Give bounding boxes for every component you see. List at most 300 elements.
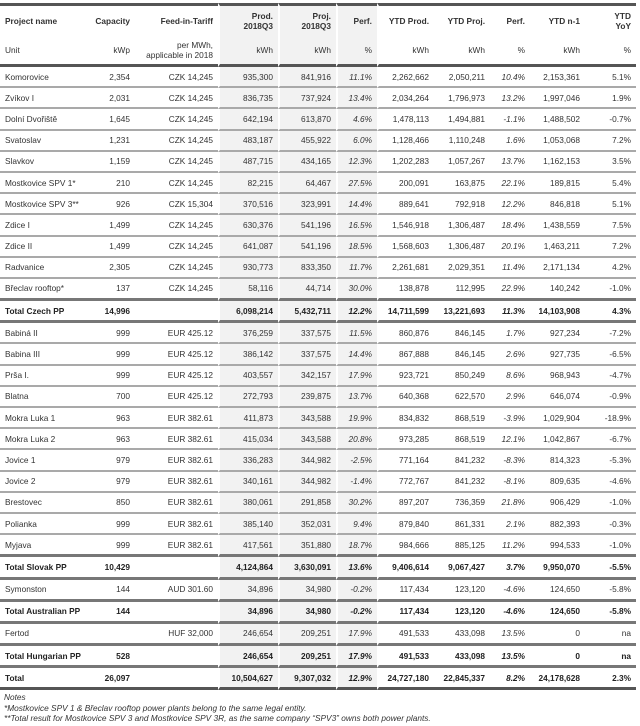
cell-ytd-prev: 2,171,134 [530, 258, 585, 279]
table-row [0, 109, 636, 130]
cell-ytd-prod: 889,641 [377, 194, 434, 215]
cell-perf-ytd: 2.1% [490, 514, 530, 535]
cell-perf-q3: 11.5% [336, 323, 377, 344]
cell-ytd-yoy: 1.9% [585, 88, 636, 109]
cell-project-name: Mokra Luka 2 [0, 429, 88, 450]
header-text: YTD [614, 11, 631, 21]
cell-proj-q3: 291,858 [278, 493, 336, 514]
table-header [0, 3, 636, 67]
cell-prod-q3: 630,376 [218, 215, 278, 236]
cell-perf-ytd: -8.3% [490, 450, 530, 471]
table-row [0, 323, 636, 344]
cell-project-name: Svatoslav [0, 131, 88, 152]
cell-perf-ytd: 2.9% [490, 387, 530, 408]
cell-perf-q3: 9.4% [336, 514, 377, 535]
cell-ytd-yoy: -6.7% [585, 429, 636, 450]
cell-proj-q3: 352,031 [278, 514, 336, 535]
cell-feed-in-tariff: CZK 14,245 [135, 237, 218, 258]
cell-project-name: Jovice 1 [0, 450, 88, 471]
cell-project-name: Mostkovice SPV 3** [0, 194, 88, 215]
cell-ytd-yoy: -5.8% [585, 580, 636, 602]
cell-proj-q3: 34,980 [278, 580, 336, 602]
cell-ytd-proj: 2,050,211 [434, 67, 490, 88]
header-feed-in-tariff [135, 36, 218, 67]
cell-capacity: 700 [88, 387, 135, 408]
cell-ytd-proj: 9,067,427 [434, 557, 490, 579]
cell-prod-q3: 642,194 [218, 109, 278, 130]
cell-perf-ytd: 2.6% [490, 344, 530, 365]
cell-perf-ytd: 11.3% [490, 301, 530, 323]
cell-ytd-prod: 1,128,466 [377, 131, 434, 152]
table-row [0, 131, 636, 152]
header-text: YTD Prod. [388, 16, 429, 26]
header-capacity [88, 3, 135, 36]
cell-perf-ytd: -4.6% [490, 580, 530, 602]
cell-perf-q3: 12.3% [336, 152, 377, 173]
cell-perf-ytd: 8.6% [490, 366, 530, 387]
cell-capacity: 979 [88, 450, 135, 471]
cell-ytd-yoy: na [585, 646, 636, 668]
cell-ytd-proj: 2,029,351 [434, 258, 490, 279]
table-row [0, 624, 636, 646]
header-text: kWp [113, 45, 130, 55]
cell-ytd-proj: 861,331 [434, 514, 490, 535]
cell-ytd-prod: 867,888 [377, 344, 434, 365]
cell-feed-in-tariff: CZK 15,304 [135, 194, 218, 215]
cell-ytd-yoy: 7.5% [585, 215, 636, 236]
cell-ytd-yoy: 5.1% [585, 194, 636, 215]
cell-prod-q3: 6,098,214 [218, 301, 278, 323]
header-text: % [623, 45, 631, 55]
cell-ytd-prod: 138,878 [377, 279, 434, 301]
header-text: kWh [468, 45, 485, 55]
cell-prod-q3: 935,300 [218, 67, 278, 88]
cell-ytd-prod: 973,285 [377, 429, 434, 450]
table-row [0, 387, 636, 408]
header-row-titles [0, 3, 636, 36]
header-text: Perf. [353, 16, 372, 26]
cell-proj-q3: 5,432,711 [278, 301, 336, 323]
cell-ytd-prev: 1,042,867 [530, 429, 585, 450]
cell-project-name: Dolní Dvořiště [0, 109, 88, 130]
cell-project-name: Babina III [0, 344, 88, 365]
table-row [0, 258, 636, 279]
cell-perf-q3: 17.9% [336, 646, 377, 668]
cell-perf-q3: 14.4% [336, 194, 377, 215]
cell-capacity: 999 [88, 323, 135, 344]
cell-perf-q3: 30.2% [336, 493, 377, 514]
cell-ytd-prev: 809,635 [530, 472, 585, 493]
cell-ytd-prod: 984,666 [377, 535, 434, 557]
table-row [0, 514, 636, 535]
cell-proj-q3: 34,980 [278, 602, 336, 624]
cell-proj-q3: 44,714 [278, 279, 336, 301]
cell-proj-q3: 337,575 [278, 323, 336, 344]
cell-prod-q3: 380,061 [218, 493, 278, 514]
table-row [0, 408, 636, 429]
cell-ytd-prev: 124,650 [530, 602, 585, 624]
cell-perf-q3: 17.9% [336, 366, 377, 387]
cell-capacity: 999 [88, 366, 135, 387]
cell-perf-q3: 13.6% [336, 557, 377, 579]
cell-prod-q3: 10,504,627 [218, 668, 278, 690]
cell-perf-q3: -2.5% [336, 450, 377, 471]
header-text: 2018Q3 [301, 21, 331, 31]
cell-ytd-yoy: -7.2% [585, 323, 636, 344]
cell-ytd-yoy: -5.5% [585, 557, 636, 579]
cell-ytd-prev: 124,650 [530, 580, 585, 602]
cell-ytd-proj: 123,120 [434, 580, 490, 602]
cell-capacity: 2,305 [88, 258, 135, 279]
cell-ytd-yoy: -1.0% [585, 279, 636, 301]
cell-project-name: Mokra Luka 1 [0, 408, 88, 429]
cell-proj-q3: 737,924 [278, 88, 336, 109]
header-text: kWh [256, 45, 273, 55]
cell-perf-q3: 13.4% [336, 88, 377, 109]
cell-perf-q3: 13.7% [336, 387, 377, 408]
cell-proj-q3: 455,922 [278, 131, 336, 152]
notes-section [0, 690, 640, 726]
cell-proj-q3: 344,982 [278, 450, 336, 471]
cell-ytd-proj: 1,306,487 [434, 215, 490, 236]
cell-ytd-proj: 868,519 [434, 408, 490, 429]
cell-capacity: 963 [88, 429, 135, 450]
cell-ytd-proj: 846,145 [434, 344, 490, 365]
table-row [0, 173, 636, 194]
cell-prod-q3: 272,793 [218, 387, 278, 408]
cell-ytd-prev: 24,178,628 [530, 668, 585, 690]
header-ytd-prev [530, 36, 585, 67]
cell-capacity: 528 [88, 646, 135, 668]
cell-prod-q3: 340,161 [218, 472, 278, 493]
cell-perf-ytd: 13.7% [490, 152, 530, 173]
header-perf-ytd [490, 3, 530, 36]
cell-proj-q3: 9,307,032 [278, 668, 336, 690]
header-text: Feed-in-Tariff [160, 16, 213, 26]
cell-ytd-proj: 123,120 [434, 602, 490, 624]
cell-proj-q3: 434,165 [278, 152, 336, 173]
cell-feed-in-tariff [135, 668, 218, 690]
cell-ytd-prod: 860,876 [377, 323, 434, 344]
cell-proj-q3: 337,575 [278, 344, 336, 365]
cell-ytd-prod: 897,207 [377, 493, 434, 514]
cell-prod-q3: 836,735 [218, 88, 278, 109]
cell-ytd-proj: 112,995 [434, 279, 490, 301]
header-feed-in-tariff [135, 3, 218, 36]
cell-feed-in-tariff: CZK 14,245 [135, 109, 218, 130]
table-row [0, 493, 636, 514]
cell-ytd-yoy: na [585, 624, 636, 646]
cell-ytd-yoy: 3.5% [585, 152, 636, 173]
cell-project-name: Slavkov [0, 152, 88, 173]
cell-feed-in-tariff: CZK 14,245 [135, 215, 218, 236]
cell-ytd-prev: 9,950,070 [530, 557, 585, 579]
cell-project-name: Fertod [0, 624, 88, 646]
cell-ytd-prev: 0 [530, 624, 585, 646]
cell-prod-q3: 34,896 [218, 580, 278, 602]
cell-proj-q3: 343,588 [278, 429, 336, 450]
cell-perf-ytd: -1.1% [490, 109, 530, 130]
cell-project-name: Prša I. [0, 366, 88, 387]
cell-project-name: Myjava [0, 535, 88, 557]
cell-feed-in-tariff: EUR 425.12 [135, 387, 218, 408]
cell-proj-q3: 344,982 [278, 472, 336, 493]
cell-ytd-prod: 879,840 [377, 514, 434, 535]
header-ytd-yoy [585, 3, 636, 36]
cell-ytd-proj: 736,359 [434, 493, 490, 514]
cell-perf-q3: 11.1% [336, 67, 377, 88]
cell-prod-q3: 4,124,864 [218, 557, 278, 579]
cell-perf-ytd: 3.7% [490, 557, 530, 579]
cell-ytd-prod: 9,406,614 [377, 557, 434, 579]
cell-ytd-proj: 868,519 [434, 429, 490, 450]
cell-ytd-prev: 927,234 [530, 323, 585, 344]
cell-project-name: Polianka [0, 514, 88, 535]
header-text: Proj. [312, 11, 331, 21]
cell-ytd-prev: 14,103,908 [530, 301, 585, 323]
cell-proj-q3: 239,875 [278, 387, 336, 408]
cell-project-name: Total Slovak PP [0, 557, 88, 579]
cell-ytd-proj: 885,125 [434, 535, 490, 557]
cell-ytd-prev: 1,463,211 [530, 237, 585, 258]
cell-proj-q3: 841,916 [278, 67, 336, 88]
header-ytd-proj [434, 36, 490, 67]
cell-perf-q3: 14.4% [336, 344, 377, 365]
cell-ytd-prev: 1,997,046 [530, 88, 585, 109]
header-perf-q3 [336, 36, 377, 67]
cell-feed-in-tariff: EUR 382.61 [135, 535, 218, 557]
cell-feed-in-tariff: EUR 382.61 [135, 429, 218, 450]
cell-prod-q3: 246,654 [218, 646, 278, 668]
cell-feed-in-tariff [135, 602, 218, 624]
table-row [0, 194, 636, 215]
cell-feed-in-tariff: EUR 382.61 [135, 493, 218, 514]
header-project-name [0, 3, 88, 36]
cell-ytd-proj: 841,232 [434, 472, 490, 493]
cell-proj-q3: 209,251 [278, 624, 336, 646]
cell-proj-q3: 323,991 [278, 194, 336, 215]
cell-perf-q3: -1.4% [336, 472, 377, 493]
subtotal-row [0, 602, 636, 624]
cell-capacity: 210 [88, 173, 135, 194]
cell-prod-q3: 34,896 [218, 602, 278, 624]
cell-capacity [88, 624, 135, 646]
table-row [0, 237, 636, 258]
cell-perf-q3: 17.9% [336, 624, 377, 646]
header-proj-q3 [278, 36, 336, 67]
cell-prod-q3: 386,142 [218, 344, 278, 365]
header-text: YTD n-1 [548, 16, 580, 26]
cell-prod-q3: 930,773 [218, 258, 278, 279]
subtotal-row [0, 301, 636, 323]
table-row [0, 152, 636, 173]
cell-ytd-prod: 2,262,662 [377, 67, 434, 88]
header-prod-q3 [218, 3, 278, 36]
production-table [0, 3, 636, 690]
cell-ytd-yoy: 5.1% [585, 67, 636, 88]
cell-project-name: Zvíkov I [0, 88, 88, 109]
cell-capacity: 999 [88, 535, 135, 557]
cell-capacity: 1,231 [88, 131, 135, 152]
cell-ytd-proj: 850,249 [434, 366, 490, 387]
cell-prod-q3: 336,283 [218, 450, 278, 471]
cell-ytd-proj: 163,875 [434, 173, 490, 194]
cell-feed-in-tariff: HUF 32,000 [135, 624, 218, 646]
cell-ytd-prev: 968,943 [530, 366, 585, 387]
cell-prod-q3: 376,259 [218, 323, 278, 344]
header-text: kWh [314, 45, 331, 55]
cell-perf-q3: 30.0% [336, 279, 377, 301]
cell-prod-q3: 487,715 [218, 152, 278, 173]
table-body [0, 67, 636, 690]
cell-ytd-yoy: 4.3% [585, 301, 636, 323]
cell-feed-in-tariff: EUR 382.61 [135, 408, 218, 429]
cell-ytd-yoy: 7.2% [585, 131, 636, 152]
cell-perf-q3: 11.7% [336, 258, 377, 279]
cell-capacity: 144 [88, 580, 135, 602]
note-line-2: **Total result for Mostkovice SPV 3 and Mostkovice SPV 3R, as the same company “SPV3” owns both power plants. [4, 713, 431, 724]
cell-ytd-proj: 1,057,267 [434, 152, 490, 173]
cell-feed-in-tariff: CZK 14,245 [135, 67, 218, 88]
cell-capacity: 926 [88, 194, 135, 215]
cell-ytd-prod: 1,546,918 [377, 215, 434, 236]
cell-project-name: Komorovice [0, 67, 88, 88]
cell-capacity: 14,996 [88, 301, 135, 323]
cell-feed-in-tariff: CZK 14,245 [135, 258, 218, 279]
cell-ytd-yoy: -0.7% [585, 109, 636, 130]
header-text: applicable in 2018 [146, 50, 213, 60]
cell-project-name: Total Czech PP [0, 301, 88, 323]
cell-perf-ytd: 11.4% [490, 258, 530, 279]
header-ytd-prev [530, 3, 585, 36]
cell-ytd-prod: 14,711,599 [377, 301, 434, 323]
cell-ytd-prod: 834,832 [377, 408, 434, 429]
cell-prod-q3: 246,654 [218, 624, 278, 646]
cell-ytd-proj: 22,845,337 [434, 668, 490, 690]
cell-proj-q3: 613,870 [278, 109, 336, 130]
table-row [0, 88, 636, 109]
cell-project-name: Babiná II [0, 323, 88, 344]
header-text: kWh [412, 45, 429, 55]
cell-prod-q3: 82,215 [218, 173, 278, 194]
cell-ytd-prev: 1,488,502 [530, 109, 585, 130]
header-text: kWh [563, 45, 580, 55]
cell-feed-in-tariff: CZK 14,245 [135, 131, 218, 152]
cell-perf-q3: 27.5% [336, 173, 377, 194]
cell-ytd-proj: 792,918 [434, 194, 490, 215]
cell-capacity: 1,645 [88, 109, 135, 130]
table-row [0, 279, 636, 301]
cell-feed-in-tariff: EUR 382.61 [135, 472, 218, 493]
header-text: % [364, 45, 372, 55]
table-row [0, 450, 636, 471]
cell-perf-ytd: -3.9% [490, 408, 530, 429]
cell-ytd-proj: 1,796,973 [434, 88, 490, 109]
cell-feed-in-tariff [135, 557, 218, 579]
cell-prod-q3: 417,561 [218, 535, 278, 557]
header-text: Project name [5, 16, 58, 26]
cell-perf-q3: 12.9% [336, 668, 377, 690]
cell-prod-q3: 385,140 [218, 514, 278, 535]
cell-proj-q3: 3,630,091 [278, 557, 336, 579]
cell-feed-in-tariff: CZK 14,245 [135, 173, 218, 194]
cell-perf-ytd: 22.9% [490, 279, 530, 301]
cell-capacity: 2,354 [88, 67, 135, 88]
header-project-name [0, 36, 88, 67]
cell-ytd-proj: 13,221,693 [434, 301, 490, 323]
header-text: Unit [5, 45, 20, 55]
cell-perf-ytd: 12.2% [490, 194, 530, 215]
cell-ytd-prev: 846,818 [530, 194, 585, 215]
cell-ytd-proj: 1,494,881 [434, 109, 490, 130]
cell-project-name: Total Australian PP [0, 602, 88, 624]
note-line-1: *Mostkovice SPV 1 & Břeclav rooftop power plants belong to the same legal entity. [4, 702, 307, 713]
cell-ytd-yoy: 7.2% [585, 237, 636, 258]
cell-capacity: 144 [88, 602, 135, 624]
cell-capacity: 1,159 [88, 152, 135, 173]
cell-feed-in-tariff: EUR 382.61 [135, 514, 218, 535]
cell-proj-q3: 541,196 [278, 237, 336, 258]
cell-perf-ytd: 11.2% [490, 535, 530, 557]
cell-project-name: Zdice II [0, 237, 88, 258]
cell-ytd-prod: 2,261,681 [377, 258, 434, 279]
cell-ytd-yoy: 5.4% [585, 173, 636, 194]
header-text: per MWh, [177, 40, 213, 50]
cell-capacity: 10,429 [88, 557, 135, 579]
cell-project-name: Zdice I [0, 215, 88, 236]
cell-ytd-prod: 771,164 [377, 450, 434, 471]
cell-perf-ytd: 20.1% [490, 237, 530, 258]
grand-total-row [0, 668, 636, 690]
table-row [0, 215, 636, 236]
cell-feed-in-tariff [135, 646, 218, 668]
cell-ytd-yoy: 4.2% [585, 258, 636, 279]
cell-ytd-prev: 1,438,559 [530, 215, 585, 236]
cell-prod-q3: 403,557 [218, 366, 278, 387]
notes-title: Notes [4, 692, 26, 703]
table-row [0, 67, 636, 88]
cell-ytd-yoy: -6.5% [585, 344, 636, 365]
cell-feed-in-tariff [135, 301, 218, 323]
cell-project-name: Brestovec [0, 493, 88, 514]
cell-ytd-prev: 1,162,153 [530, 152, 585, 173]
cell-ytd-prev: 927,735 [530, 344, 585, 365]
cell-ytd-yoy: -0.3% [585, 514, 636, 535]
cell-ytd-prev: 189,815 [530, 173, 585, 194]
cell-ytd-proj: 433,098 [434, 646, 490, 668]
cell-ytd-prod: 1,568,603 [377, 237, 434, 258]
cell-ytd-prev: 2,153,361 [530, 67, 585, 88]
cell-ytd-prod: 491,533 [377, 646, 434, 668]
cell-feed-in-tariff: AUD 301.60 [135, 580, 218, 602]
cell-feed-in-tariff: CZK 14,245 [135, 279, 218, 301]
cell-ytd-prev: 0 [530, 646, 585, 668]
table-row [0, 580, 636, 602]
cell-perf-ytd: 21.8% [490, 493, 530, 514]
cell-perf-q3: 12.2% [336, 301, 377, 323]
cell-feed-in-tariff: EUR 382.61 [135, 450, 218, 471]
header-ytd-proj [434, 3, 490, 36]
table-row [0, 366, 636, 387]
cell-perf-ytd: 22.1% [490, 173, 530, 194]
cell-ytd-prod: 772,767 [377, 472, 434, 493]
header-perf-q3 [336, 3, 377, 36]
cell-feed-in-tariff: EUR 425.12 [135, 366, 218, 387]
cell-ytd-proj: 1,306,487 [434, 237, 490, 258]
header-text: YTD Proj. [447, 16, 485, 26]
cell-prod-q3: 641,087 [218, 237, 278, 258]
cell-perf-q3: 6.0% [336, 131, 377, 152]
